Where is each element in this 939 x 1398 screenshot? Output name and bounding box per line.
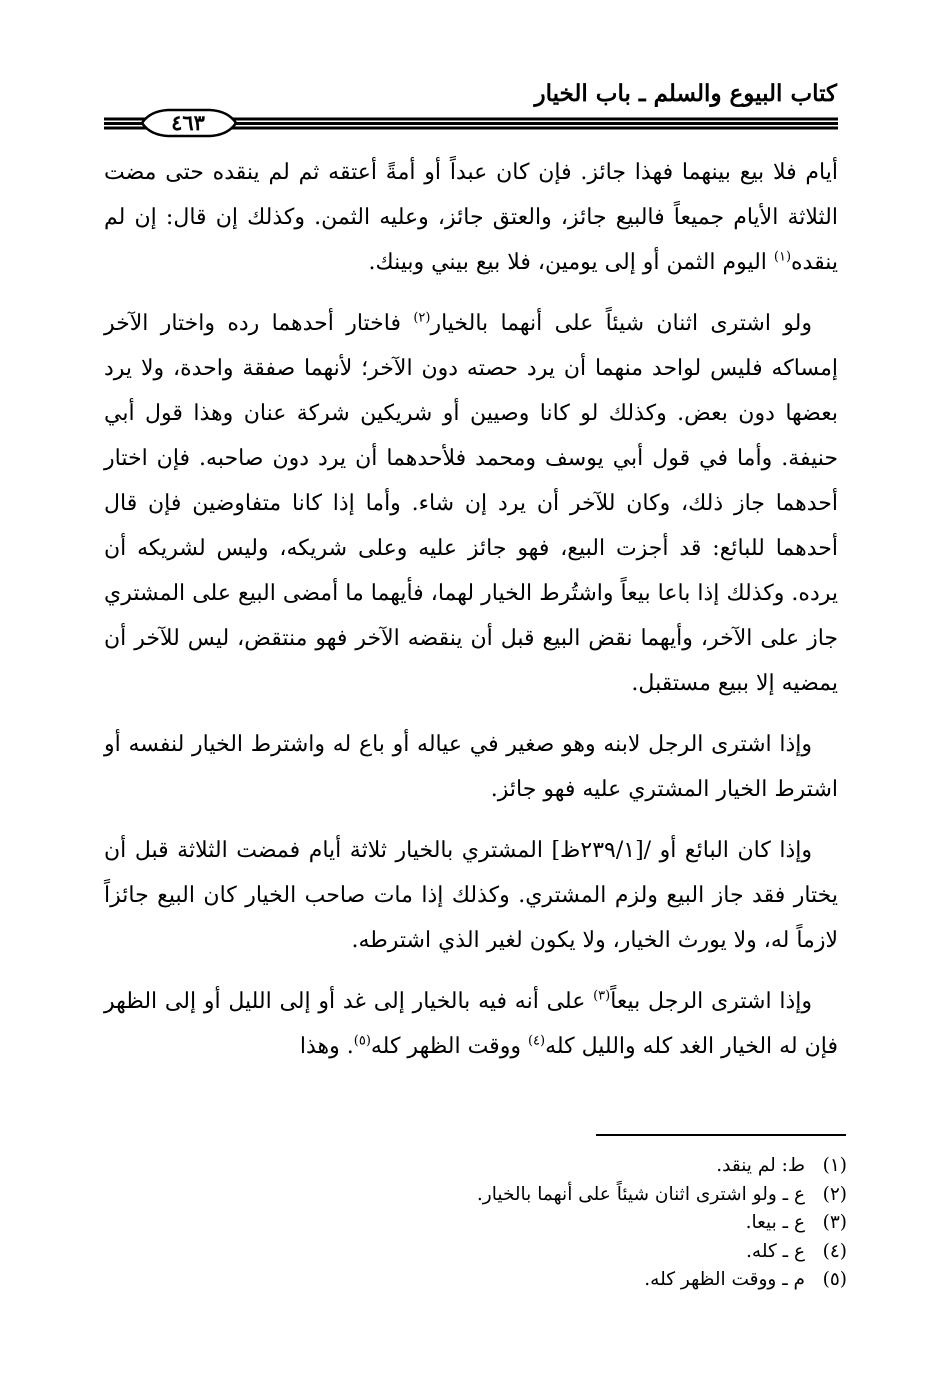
header-rule bbox=[104, 108, 838, 140]
paragraph-1 bbox=[104, 150, 838, 285]
footnote-text: م ـ ووقت الظهر كله. bbox=[644, 1269, 805, 1291]
paragraph-5 bbox=[104, 979, 838, 1069]
footnote-ref-5: (٥) bbox=[353, 1033, 371, 1049]
footnote-number: (١) bbox=[822, 1155, 847, 1176]
footnote-text: ع ـ ولو اشترى اثنان شيئاً على أنهما بالخيار. bbox=[476, 1183, 805, 1205]
paragraph-5-text: وإذا اشترى الرجل بيعاً bbox=[610, 989, 812, 1014]
paragraph-5-text-end: . وهذا bbox=[299, 1034, 354, 1059]
footnote-text: ع ـ بيعا. bbox=[745, 1212, 805, 1234]
footnote-number: (٤) bbox=[822, 1240, 847, 1262]
running-title: كتاب البيوع والسلم ـ باب الخيار bbox=[534, 80, 837, 107]
page-number: ٤٦٣ bbox=[171, 110, 205, 135]
footnote-separator bbox=[596, 1134, 846, 1136]
footnotes bbox=[127, 1152, 847, 1295]
footnote-1 bbox=[127, 1152, 847, 1181]
paragraph-4 bbox=[104, 828, 838, 963]
footnote-number: (٢) bbox=[822, 1183, 847, 1205]
paragraph-3-text: وإذا اشترى الرجل لابنه وهو صغير في عياله أو باع له واشترط الخيار لنفسه أو اشترط الخيار المشتري عليه فهو جائز. bbox=[104, 732, 838, 802]
footnote-4 bbox=[127, 1238, 847, 1267]
paragraph-3 bbox=[104, 722, 838, 812]
footnote-number: (٥) bbox=[822, 1269, 847, 1291]
footnote-2 bbox=[127, 1181, 847, 1210]
main-text bbox=[104, 150, 838, 1085]
footnote-ref-3: (٣) bbox=[593, 988, 611, 1004]
paragraph-4-text: وإذا كان البائع أو /[٢٣٩/١ظ] المشتري بالخيار ثلاثة أيام فمضت الثلاثة قبل أن يختار فقد جاز البيع ولزم المشتري. وكذلك إذا مات صاحب الخيار كان البيع جائزاً لازماً له، ولا يورث الخيار، ولا يكون لغير الذي اشترطه. bbox=[104, 838, 838, 953]
paragraph-2-text: ولو اشترى اثنان شيئاً على أنهما بالخيار bbox=[430, 311, 812, 336]
paragraph-1-text: أيام فلا بيع بينهما فهذا جائز. فإن كان عبداً أو أمةً أعتقه ثم لم ينقده حتى مضت الثلاثة الأيام جميعاً فالبيع جائز، والعتق جائز، وعليه الثمن. وكذلك إن قال: إن لم ينقده bbox=[104, 160, 838, 275]
footnote-text: ع ـ كله. bbox=[746, 1240, 805, 1262]
footnote-ref-1: (١) bbox=[773, 249, 792, 265]
footnote-ref-2: (٢) bbox=[413, 310, 431, 326]
paragraph-2-text-cont: فاختار أحدهما رده واختار الآخر إمساكه فليس لواحد منهما أن يرد حصته دون الآخر؛ لأنهما صفقة واحدة، ولا يرد بعضها دون بعض. وكذلك لو كانا وصيين أو شريكين شركة عنان وهذا قول أبي حنيفة. وأما في قول أبي يوسف ومحمد فلأحدهما أن يرد دون صاحبه. فإن اختار أحدهما جاز ذلك، وكان للآخر أن يرد إن شاء. وأما إذا كانا متفاوضين فإن قال أحدهما للبائع: قد أجزت البيع، فهو جائز عليه وعلى شريكه، وليس لشريكه أن يرده. وكذلك إذا باعا بيعاً واشتُرط الخيار لهما، فأيهما ما أمضى البيع على المشتري جاز على الآخر، وأيهما نقض البيع قبل أن ينقضه الآخر فهو منتقض، ليس للآخر أن يمضيه إلا ببيع مستقبل. bbox=[104, 311, 838, 696]
paragraph-5-text-cont2: ووقت الظهر كله bbox=[370, 1034, 528, 1059]
footnote-number: (٣) bbox=[822, 1212, 847, 1234]
footnote-ref-4: (٤) bbox=[527, 1033, 546, 1049]
footnote-3 bbox=[127, 1209, 847, 1238]
paragraph-1-text-cont: اليوم الثمن أو إلى يومين، فلا بيع بيني وبينك. bbox=[368, 250, 774, 275]
footnote-text: ط: لم ينقد. bbox=[716, 1155, 805, 1176]
paragraph-5-text-cont: على أنه فيه بالخيار إلى غد أو إلى الليل أو إلى الظهر فإن له الخيار الغد كله والليل كله bbox=[104, 989, 838, 1059]
paragraph-2 bbox=[104, 301, 838, 706]
footnote-5 bbox=[127, 1266, 847, 1295]
